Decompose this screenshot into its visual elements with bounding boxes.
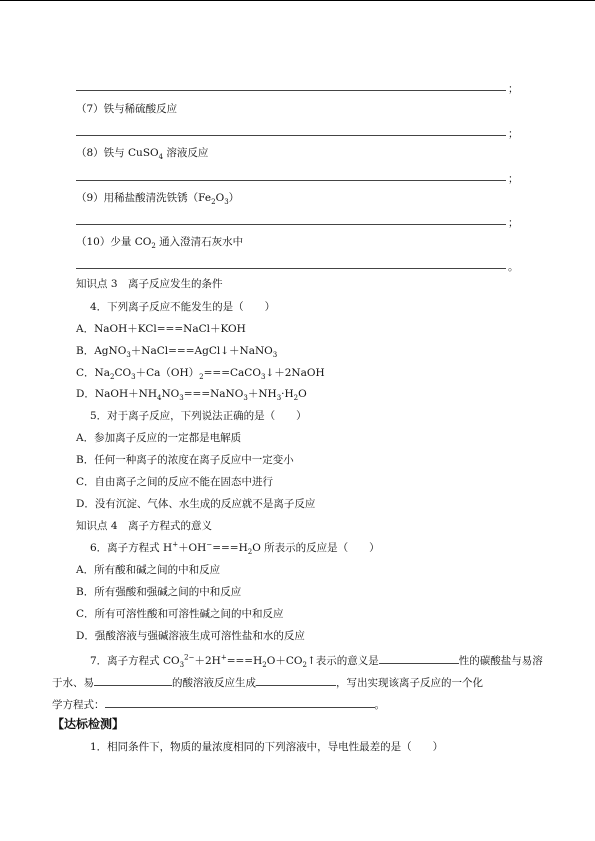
question-5-option-b: B．任何一种离子的浓度在离子反应中一定变小 [76, 454, 294, 466]
semicolon: ； [508, 83, 519, 95]
period: 。 [508, 261, 519, 273]
question-7-line-1: 7．离子方程式 $CO_3^{2-}+2H^+===H_2O+CO_2↑$表示的意义是 性的碳酸盐与易溶 [90, 653, 543, 670]
question-4-option-c: C．$Na_2CO_3+Ca(OH)_2===CaCO_3↓+2NaOH$ [76, 367, 325, 382]
question-6-option-b: B．所有强酸和强碱之间的中和反应 [76, 586, 242, 598]
question-6-stem: 6．离子方程式 $H^++OH^-===H_2O$ 所表示的反应是（ ） [90, 540, 380, 557]
semicolon: ； [508, 173, 519, 185]
knowledge-point-3: 知识点 3 离子反应发生的条件 [76, 278, 223, 290]
question-5-option-a: A．参加离子反应的一定都是电解质 [76, 432, 242, 444]
question-6-option-d: D．强酸溶液与强碱溶液生成可溶性盐和水的反应 [76, 630, 305, 642]
answer-blank[interactable] [105, 696, 375, 708]
question-4-option-a: A．NaOH＋KCl===NaCl＋KOH [76, 323, 246, 335]
question-4-option-d: D．$NaOH+NH_4NO_3===NaNO_3+NH_3\cdot H_2O$ [76, 388, 307, 403]
question-4-stem: 4．下列离子反应不能发生的是（ ） [90, 301, 276, 313]
question-7-line-2: 于水、易 的酸溶液反应生成 ，写出实现该离子反应的一个化 [52, 674, 483, 690]
answer-line-8 [76, 180, 506, 181]
answer-blank[interactable] [256, 674, 336, 686]
item-10-label: （10）少量 $CO_2$ 通入澄清石灰水中 [76, 236, 244, 251]
page-top-border [0, 0, 595, 1]
semicolon: ； [508, 128, 519, 140]
section-heading: 【达标检测】 [52, 717, 125, 731]
item-8-label: （8）铁与 CuSO$_4$ 溶液反应 [76, 147, 209, 162]
knowledge-point-4: 知识点 4 离子方程式的意义 [76, 520, 213, 532]
answer-line-7 [76, 135, 506, 136]
answer-line-6 [76, 90, 506, 91]
question-4-option-b: B．AgNO$_3$＋NaCl===AgCl↓＋NaNO$_3$ [76, 345, 278, 360]
question-5-option-c: C．自由离子之间的反应不能在固态中进行 [76, 476, 274, 488]
item-7-label: （7）铁与稀硫酸反应 [76, 103, 178, 115]
answer-line-10 [76, 268, 506, 269]
question-5-option-d: D．没有沉淀、气体、水生成的反应就不是离子反应 [76, 498, 316, 510]
item-9-label: （9）用稀盐酸清洗铁锈$(Fe_2O_3)$ [76, 192, 240, 207]
answer-blank[interactable] [94, 674, 172, 686]
answer-line-9 [76, 224, 506, 225]
answer-blank[interactable] [379, 652, 459, 664]
semicolon: ； [508, 217, 519, 229]
question-6-option-c: C．所有可溶性酸和可溶性碱之间的中和反应 [76, 608, 284, 620]
checkpoint-question-1: 1．相同条件下，物质的量浓度相同的下列溶液中，导电性最差的是（ ） [90, 741, 444, 753]
question-6-option-a: A．所有酸和碱之间的中和反应 [76, 564, 221, 576]
question-7-line-3: 学方程式： 。 [52, 696, 385, 712]
question-5-stem: 5．对于离子反应，下列说法正确的是（ ） [90, 410, 307, 422]
